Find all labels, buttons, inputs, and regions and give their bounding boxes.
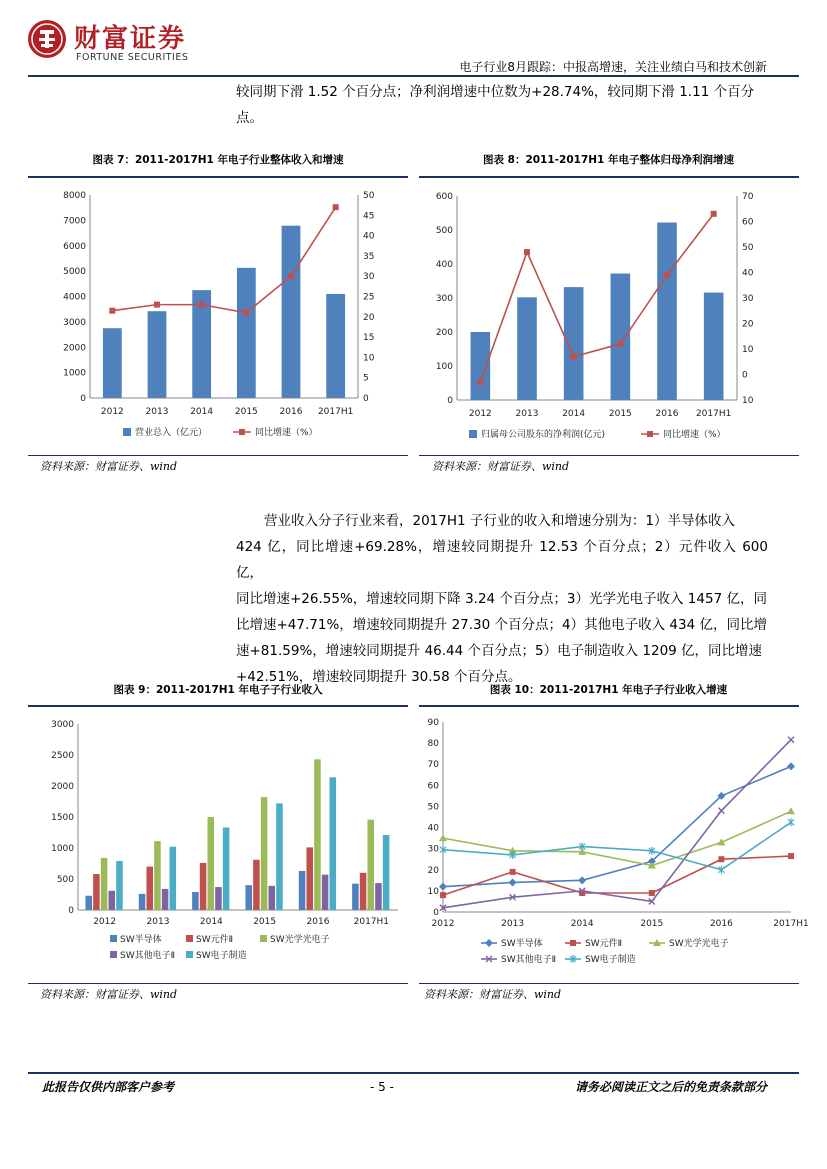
bar	[85, 896, 92, 910]
line-point	[617, 341, 623, 347]
paragraph-1-line-1: 较同期下滑 1.52 个百分点；净利润增速中位数为+28.74%，较同期下滑 1.11 个百分	[236, 84, 755, 100]
legend-swatch-bar	[469, 430, 477, 438]
y-tick-right-label: 35	[363, 251, 375, 262]
y-tick-label: 30	[427, 844, 439, 855]
y-tick-right-label: 60	[742, 217, 754, 228]
bar	[269, 886, 276, 910]
paragraph-1-line-2: 点。	[236, 110, 263, 126]
report-title: 电子行业8月跟踪：中报高增速，关注业绩白马和技术创新	[459, 60, 767, 74]
y-tick-label: 0	[68, 906, 74, 916]
line-point	[439, 883, 447, 891]
legend-label: SW其他电子Ⅱ	[120, 951, 176, 961]
bar	[215, 887, 222, 910]
footer-disclaimer-right: 请务必阅读正文之后的免责条款部分	[574, 1080, 767, 1094]
y-tick-right-label: 20	[363, 312, 375, 323]
y-tick-label: 50	[427, 802, 439, 813]
line-point	[788, 818, 794, 826]
y-tick-left-label: 2000	[63, 343, 86, 354]
x-tick-label: 2016	[279, 407, 303, 417]
x-tick-label: 2012	[468, 409, 492, 419]
y-tick-left-label: 0	[447, 396, 453, 406]
legend-label: SW电子制造	[196, 951, 247, 961]
figure-10-source: 资料来源：财富证券、wind	[424, 988, 562, 1001]
y-tick-right-label: 15	[363, 333, 375, 344]
line-point	[199, 302, 205, 308]
y-tick-label: 90	[427, 718, 439, 728]
brand-name: 财富证券	[74, 24, 187, 54]
y-tick-left-label: 100	[435, 362, 453, 372]
y-tick-label: 1000	[51, 844, 74, 854]
bar	[109, 891, 116, 910]
growth-line	[112, 207, 335, 313]
legend-label: SW光学光电子	[669, 939, 729, 949]
figure-9-bottom-rule	[28, 983, 408, 984]
figure-8-bottom-rule	[419, 455, 799, 456]
y-tick-right-label: 20	[742, 319, 754, 330]
bar	[162, 889, 169, 910]
y-tick-label: 20	[427, 865, 439, 876]
x-tick-label: 2016	[709, 919, 733, 929]
y-tick-label: 40	[427, 823, 439, 834]
series-line	[443, 822, 791, 870]
bar	[564, 287, 584, 400]
figure-7-top-rule	[28, 176, 408, 178]
y-tick-label: 2000	[51, 782, 74, 792]
x-tick-label: 2017H1	[695, 409, 732, 419]
figure-7-bottom-rule	[28, 455, 408, 456]
bar	[261, 797, 268, 910]
y-tick-right-label: 10	[742, 345, 754, 355]
paragraph-1	[236, 79, 768, 131]
bar	[330, 777, 337, 910]
figure-10-chart	[419, 710, 809, 980]
legend-label: SW光学光电子	[270, 935, 330, 945]
figure-9-title: 图表 9：2011-2017H1 年电子子行业收入	[113, 684, 323, 696]
legend-swatch	[110, 951, 117, 958]
line-point	[477, 379, 483, 385]
y-tick-right-label: 45	[363, 211, 375, 222]
bar	[146, 867, 153, 910]
logo-mark-icon	[28, 20, 66, 58]
bar	[245, 885, 252, 910]
brand-name-en: FORTUNE SECURITIES	[76, 52, 189, 63]
bar	[360, 873, 367, 910]
x-tick-label: 2013	[146, 917, 170, 927]
bar	[200, 863, 207, 910]
line-point	[333, 204, 339, 210]
bar	[237, 268, 256, 398]
series-line	[443, 766, 791, 886]
y-tick-left-label: 1000	[63, 368, 86, 379]
paragraph-2	[236, 508, 768, 690]
x-tick-label: 2014	[570, 919, 594, 929]
figure-7-source: 资料来源：财富证券、wind	[40, 460, 178, 473]
x-tick-label: 2014	[562, 409, 586, 419]
figure-7-chart	[28, 180, 408, 450]
y-tick-right-label: 70	[742, 192, 754, 202]
legend-label-line: 同比增速（%）	[663, 430, 726, 440]
bar	[170, 847, 177, 910]
page-number: - 5 -	[370, 1080, 394, 1094]
line-point	[570, 940, 576, 946]
line-point	[788, 853, 794, 859]
line-point	[109, 308, 115, 314]
bar	[471, 332, 491, 400]
y-tick-right-label: 25	[363, 292, 375, 303]
paragraph-2-line-1: 营业收入分子行业来看，2017H1 子行业的收入和增速分别为：1）半导体收入	[264, 513, 735, 529]
figure-7-title: 图表 7：2011-2017H1 年电子行业整体收入和增速	[92, 154, 344, 166]
bar	[223, 828, 230, 910]
line-point	[718, 808, 724, 814]
bar	[207, 817, 214, 910]
figure-10-bottom-rule	[419, 983, 799, 984]
series-line	[443, 856, 791, 895]
y-tick-label: 2500	[51, 751, 74, 761]
line-point	[718, 856, 724, 862]
logo-icon	[28, 20, 66, 58]
line-point	[509, 878, 517, 886]
legend-label-bar: 营业总入（亿元）	[135, 428, 208, 438]
bar	[314, 759, 321, 910]
paragraph-2-line-2: 424 亿，同比增速+69.28%，增速较同期提升 12.53 个百分点；2）元件收入 600 亿，	[236, 539, 768, 581]
figure-8-chart	[419, 180, 799, 450]
x-tick-label: 2012	[93, 917, 117, 927]
line-point	[485, 939, 493, 947]
y-tick-left-label: 5000	[63, 267, 86, 278]
line-point	[439, 834, 447, 841]
bar	[322, 875, 329, 910]
bar	[306, 847, 313, 910]
header-rule	[28, 75, 799, 77]
legend-label-line: 同比增速（%）	[255, 428, 318, 438]
line-point	[664, 272, 670, 278]
line-point	[510, 869, 516, 875]
bar	[276, 803, 283, 910]
bar	[139, 894, 146, 910]
bar	[103, 328, 122, 398]
bar	[93, 874, 100, 910]
y-tick-right-label: 50	[742, 243, 754, 253]
figure-10-top-rule	[419, 705, 799, 707]
legend-label: SW元件Ⅱ	[585, 939, 623, 949]
y-tick-left-label: 6000	[63, 241, 86, 252]
legend-label: SW元件Ⅱ	[196, 935, 234, 945]
x-tick-label: 2014	[199, 917, 223, 927]
y-tick-label: 3000	[51, 720, 74, 730]
line-point	[440, 892, 446, 898]
line-point	[524, 249, 530, 255]
y-tick-left-label: 8000	[63, 191, 86, 201]
legend-marker-line	[239, 429, 245, 435]
bar	[383, 835, 390, 910]
y-tick-right-label: 40	[742, 268, 754, 279]
x-tick-label: 2014	[190, 407, 214, 417]
bar	[192, 892, 199, 910]
x-tick-label: 2016	[306, 917, 330, 927]
x-tick-label: 2012	[431, 919, 455, 929]
bar	[657, 223, 677, 400]
line-point	[243, 310, 249, 316]
paragraph-2-line-6: +42.51%，增速较同期提升 30.58 个百分点。	[236, 669, 522, 685]
y-tick-left-label: 0	[80, 394, 86, 404]
series-line	[443, 740, 791, 908]
y-tick-label: 10	[427, 886, 439, 897]
bar	[517, 297, 537, 400]
bar	[704, 293, 724, 400]
x-tick-label: 2017H1	[353, 917, 390, 927]
y-tick-right-label: 0	[742, 370, 748, 381]
legend-label: SW电子制造	[585, 955, 636, 965]
y-tick-label: 500	[56, 875, 74, 885]
line-point	[154, 302, 160, 308]
y-tick-left-label: 600	[435, 192, 453, 202]
legend-swatch	[110, 935, 117, 942]
bar	[352, 884, 359, 910]
legend-swatch	[260, 935, 267, 942]
legend-swatch	[186, 935, 193, 942]
y-tick-label: 0	[433, 908, 439, 918]
paragraph-2-line-4: 比增速+47.71%，增速较同期提升 27.30 个百分点；4）其他电子收入 434 亿，同比增	[236, 617, 767, 633]
bar	[101, 858, 108, 910]
y-tick-label: 70	[427, 760, 439, 771]
y-tick-right-label: 40	[363, 231, 375, 242]
y-tick-right-label: 30	[363, 272, 375, 283]
bar	[282, 226, 301, 398]
bar	[253, 860, 260, 910]
x-tick-label: 2017H1	[317, 407, 354, 417]
x-tick-label: 2013	[515, 409, 539, 419]
y-tick-right-label: 10	[742, 396, 754, 406]
x-tick-label: 2015	[253, 917, 277, 927]
line-point	[288, 273, 294, 279]
figure-8-source: 资料来源：财富证券、wind	[432, 460, 570, 473]
paragraph-2-line-5: 速+81.59%，增速较同期提升 46.44 个百分点；5）电子制造收入 1209 亿，同比增速	[236, 643, 763, 659]
y-tick-label: 60	[427, 781, 439, 792]
footer-rule	[28, 1072, 799, 1074]
line-point	[788, 737, 794, 743]
figure-10-title: 图表 10：2011-2017H1 年电子子行业收入增速	[489, 684, 728, 696]
y-tick-left-label: 3000	[63, 317, 86, 328]
x-tick-label: 2015	[234, 407, 258, 417]
x-tick-label: 2012	[100, 407, 124, 417]
y-tick-label: 1500	[51, 813, 74, 823]
line-point	[711, 211, 717, 217]
x-tick-label: 2013	[501, 919, 525, 929]
figure-9-source: 资料来源：财富证券、wind	[40, 988, 178, 1001]
bar	[375, 883, 382, 910]
bar	[116, 861, 123, 910]
figure-8-title: 图表 8：2011-2017H1 年电子整体归母净利润增速	[482, 154, 734, 166]
y-tick-left-label: 7000	[63, 216, 86, 227]
y-tick-left-label: 4000	[63, 292, 86, 303]
bar	[148, 311, 167, 398]
x-tick-label: 2016	[655, 409, 679, 419]
y-tick-left-label: 200	[435, 328, 453, 338]
line-point	[649, 890, 655, 896]
figure-9-chart	[28, 710, 408, 980]
legend-swatch	[186, 951, 193, 958]
bar	[299, 871, 306, 910]
legend-label: SW半导体	[501, 939, 543, 949]
legend-label-bar: 归属母公司股东的净利润(亿元)	[481, 430, 606, 440]
legend-swatch-bar	[123, 428, 131, 436]
legend-marker-line	[647, 431, 653, 437]
x-tick-label: 2013	[145, 407, 169, 417]
figure-9-top-rule	[28, 705, 408, 707]
y-tick-left-label: 400	[435, 260, 453, 270]
line-point	[787, 807, 795, 814]
y-tick-right-label: 50	[363, 191, 375, 201]
y-tick-label: 80	[427, 739, 439, 750]
paragraph-2-line-3: 同比增速+26.55%，增速较同期下降 3.24 个百分点；3）光学光电子收入 1457 亿，同	[236, 591, 767, 607]
x-tick-label: 2015	[608, 409, 632, 419]
growth-line	[480, 214, 713, 382]
y-tick-right-label: 30	[742, 294, 754, 304]
y-tick-right-label: 5	[363, 373, 369, 384]
legend-label: SW其他电子Ⅱ	[501, 955, 557, 965]
footer-disclaimer-left: 此报告仅供内部客户参考	[42, 1080, 175, 1094]
bar	[154, 841, 161, 910]
figure-8-top-rule	[419, 176, 799, 178]
y-tick-right-label: 10	[363, 353, 375, 364]
y-tick-right-label: 0	[363, 394, 369, 404]
bar	[367, 820, 374, 910]
line-point	[571, 354, 577, 360]
x-tick-label: 2017H1	[773, 919, 809, 929]
line-point	[578, 876, 586, 884]
line-point	[787, 762, 795, 770]
bar	[326, 294, 345, 398]
x-tick-label: 2015	[640, 919, 664, 929]
y-tick-left-label: 500	[435, 226, 453, 236]
legend-label: SW半导体	[120, 935, 162, 945]
y-tick-left-label: 300	[435, 294, 453, 304]
bar	[611, 274, 631, 400]
